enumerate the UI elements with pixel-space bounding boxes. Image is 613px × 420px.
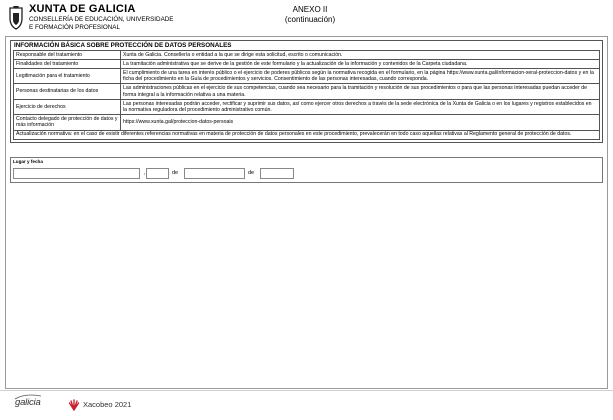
table-row: [14, 130, 600, 139]
annex-heading: [255, 5, 365, 24]
document-header: [5, 3, 608, 35]
data-protection-table: [13, 50, 600, 140]
place-date-label: Lugar y fecha: [13, 159, 43, 164]
comma-separator: ,: [144, 170, 146, 176]
de-separator-2: de: [248, 170, 255, 176]
logo-subtitle-line-2: E FORMACIÓN PROFESIONAL: [29, 23, 120, 31]
place-date-section: [10, 157, 603, 183]
row-value: Xunta de Galicia. Consellería o entidad a la que se dirige esta solicitud, escrito o comunicación.: [121, 51, 600, 60]
galicia-logo: galicia: [15, 397, 41, 408]
row-label: Personas destinatarias de los datos: [14, 84, 121, 99]
day-input[interactable]: [146, 168, 169, 179]
row-value: La tramitación administrativa que se derive de la gestión de este formulario y la actualización de la información y contenidos de la Carpeta ciudadana.: [121, 60, 600, 69]
footer-divider: [0, 390, 613, 391]
xunta-galicia-emblem-icon: [7, 5, 25, 31]
annex-subtitle: (continuación): [284, 14, 336, 24]
row-value: Las personas interesadas podrán acceder, rectificar y suprimir sus datos, así como ejercer otros derechos a través de la sede electrónica de la Xunta de Galicia o en los lugares y registros establecidos en la normativa reguladora del procedimiento administrativo común.: [121, 99, 600, 114]
row-label: Contacto delegado de protección de datos y más información: [14, 115, 121, 130]
row-label: Responsable del tratamiento: [14, 51, 121, 60]
table-row: [14, 84, 600, 99]
logo-name: XUNTA DE GALICIA: [29, 3, 136, 15]
de-separator-1: de: [172, 170, 179, 176]
annex-title: ANEXO II: [292, 5, 328, 14]
row-value: El cumplimiento de una tarea en interés público o el ejercicio de poderes públicos según la normativa recogida en el formulario, en la página https://www.xunta.gal/informacion-xeral-proteccion-datos y en la ficha del procedimiento en la Guía de procedimientos y servicios. Consentimiento de las personas interesadas, cuando corresponda.: [121, 69, 600, 84]
logo-subtitle-line-1: CONSELLERÍA DE EDUCACIÓN, UNIVERSIDADE: [29, 16, 174, 23]
xacobeo-shell-icon: [68, 399, 80, 411]
logo-subtitle: [29, 16, 189, 31]
row-label: Finalidades del tratamiento: [14, 60, 121, 69]
table-row: [14, 69, 600, 84]
place-input[interactable]: [13, 168, 140, 179]
row-label: Legitimación para el tratamiento: [14, 69, 121, 84]
table-row: [14, 51, 600, 60]
month-input[interactable]: [184, 168, 245, 179]
xacobeo-logo: Xacobeo 2021: [83, 400, 132, 409]
table-row: [14, 115, 600, 130]
table-row: [14, 99, 600, 114]
data-protection-section: [10, 40, 603, 143]
xunta-logo: [5, 3, 174, 35]
row-value: https://www.xunta.gal/proteccion-datos-persoais: [121, 115, 600, 130]
row-label: Ejercicio de derechos: [14, 99, 121, 114]
table-row: [14, 60, 600, 69]
year-input[interactable]: [260, 168, 294, 179]
row-value: Las administraciones públicas en el ejercicio de sus competencias, cuando sea necesario para la tramitación y resolución de sus procedimientos o para que las personas interesadas puedan acceder de forma integral a la información relativa a una materia.: [121, 84, 600, 99]
data-protection-title: INFORMACIÓN BÁSICA SOBRE PROTECCIÓN DE DATOS PERSONALES: [14, 42, 232, 49]
regulation-footnote: Actualización normativa: en el caso de existir diferentes referencias normativas en materia de protección de datos personales en este procedimiento, prevalecerán en todo caso aquellas relativas al Reglamento general de protección de datos.: [14, 130, 600, 139]
